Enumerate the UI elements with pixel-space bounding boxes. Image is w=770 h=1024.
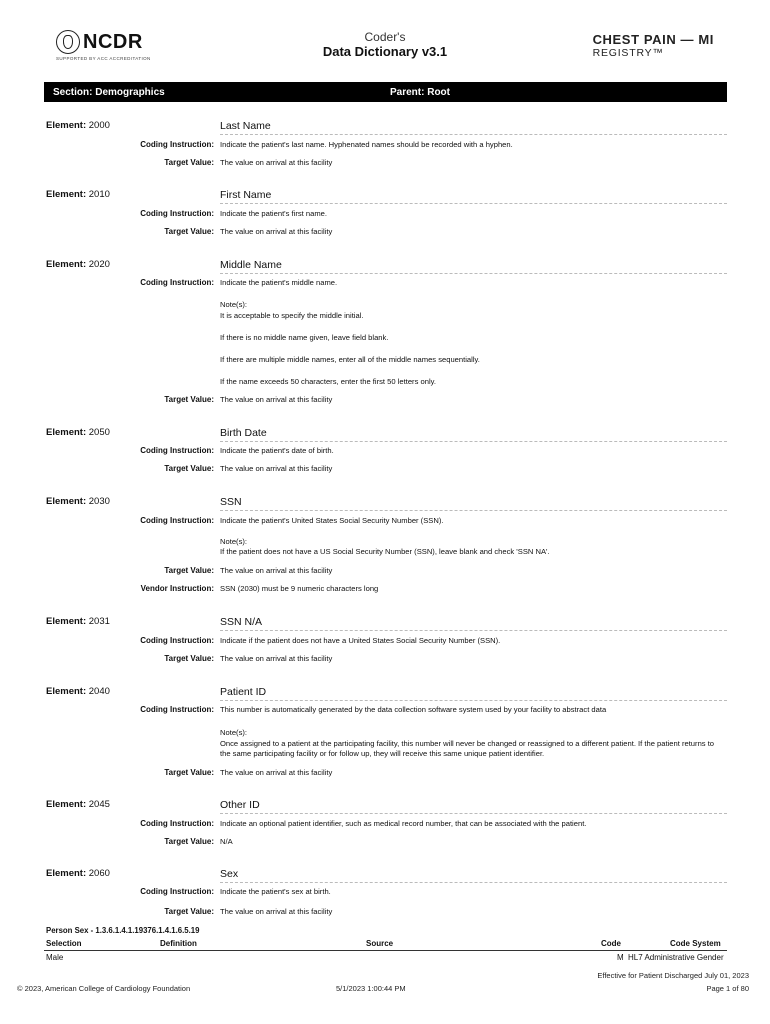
target-value: The value on arrival at this facility bbox=[220, 566, 333, 575]
element-name: Birth Date bbox=[220, 427, 727, 442]
registry-line1: CHEST PAIN — MI bbox=[592, 32, 714, 47]
element-name: SSN N/A bbox=[220, 616, 727, 631]
element-id: 2030 bbox=[88, 496, 110, 507]
element-label bbox=[46, 799, 110, 810]
coding-label: Coding Instruction: bbox=[140, 140, 214, 149]
target-label: Target Value: bbox=[164, 837, 214, 846]
table-header-code-system: Code System bbox=[670, 939, 721, 948]
footer-copyright: © 2023, American College of Cardiology Foundation bbox=[17, 984, 191, 993]
element-label bbox=[46, 686, 110, 697]
note-text: If there are multiple middle names, enter all of the middle names sequentially. bbox=[220, 355, 480, 364]
coding-label: Coding Instruction: bbox=[140, 278, 214, 287]
target-label: Target Value: bbox=[164, 768, 214, 777]
logo-text: NCDR bbox=[83, 31, 143, 53]
target-value: The value on arrival at this facility bbox=[220, 227, 333, 236]
footer-page-number: Page 1 of 80 bbox=[706, 984, 749, 993]
element-id: 2000 bbox=[88, 120, 110, 131]
element-name: Middle Name bbox=[220, 259, 727, 274]
element-name: First Name bbox=[220, 189, 727, 204]
note-heading: Note(s): bbox=[220, 537, 248, 546]
coding-value: This number is automatically generated by the data collection software system used by your facility to abstract data bbox=[220, 705, 607, 714]
registry-line2: REGISTRY™ bbox=[592, 47, 664, 59]
note-heading: Note(s): bbox=[220, 300, 248, 309]
target-label: Target Value: bbox=[164, 907, 214, 916]
table-header-rule bbox=[44, 950, 727, 951]
vendor-value: SSN (2030) must be 9 numeric characters long bbox=[220, 584, 379, 593]
element-id: 2040 bbox=[88, 686, 110, 697]
target-label: Target Value: bbox=[164, 566, 214, 575]
coding-label: Coding Instruction: bbox=[140, 705, 214, 714]
note-text: If the name exceeds 50 characters, enter the first 50 letters only. bbox=[220, 377, 436, 386]
element-prefix: Element: bbox=[46, 799, 87, 810]
registry-name bbox=[593, 32, 714, 59]
element-label bbox=[46, 616, 110, 627]
target-value: The value on arrival at this facility bbox=[220, 768, 333, 777]
target-label: Target Value: bbox=[164, 464, 214, 473]
element-name: Last Name bbox=[220, 120, 727, 135]
coding-label: Coding Instruction: bbox=[140, 887, 214, 896]
target-value: The value on arrival at this facility bbox=[220, 395, 333, 404]
note-text: If the patient does not have a US Social Security Number (SSN), leave blank and check 'SSN NA'. bbox=[220, 547, 550, 556]
section-label: Section: Demographics bbox=[53, 87, 165, 98]
element-prefix: Element: bbox=[46, 189, 87, 200]
doc-title-line2: Data Dictionary v3.1 bbox=[322, 44, 448, 59]
element-prefix: Element: bbox=[46, 616, 87, 627]
table-cell-code: M bbox=[617, 953, 624, 962]
target-value: The value on arrival at this facility bbox=[220, 158, 333, 167]
element-label bbox=[46, 189, 110, 200]
element-prefix: Element: bbox=[46, 686, 87, 697]
target-label: Target Value: bbox=[164, 158, 214, 167]
element-id: 2045 bbox=[88, 799, 110, 810]
coding-value: Indicate the patient's first name. bbox=[220, 209, 327, 218]
element-prefix: Element: bbox=[46, 868, 87, 879]
table-header-selection: Selection bbox=[46, 939, 82, 948]
coding-value: Indicate if the patient does not have a United States Social Security Number (SSN). bbox=[220, 636, 501, 645]
logo-tagline: SUPPORTED BY ACC ACCREDITATION bbox=[56, 56, 151, 61]
table-cell-code-system: HL7 Administrative Gender bbox=[628, 953, 724, 962]
coding-label: Coding Instruction: bbox=[140, 209, 214, 218]
note-text: Once assigned to a patient at the participating facility, this number will never be changed or reassigned to a different patient. If the patient returns to the same participating facility or for follow up, they will receive this same unique patient identifier. bbox=[220, 739, 715, 758]
table-cell-selection: Male bbox=[46, 953, 64, 962]
footer-timestamp: 5/1/2023 1:00:44 PM bbox=[336, 984, 406, 993]
element-name: Other ID bbox=[220, 799, 727, 814]
footer-effective: Effective for Patient Discharged July 01, 2023 bbox=[597, 971, 749, 980]
coding-label: Coding Instruction: bbox=[140, 636, 214, 645]
target-value: The value on arrival at this facility bbox=[220, 464, 333, 473]
element-id: 2060 bbox=[88, 868, 110, 879]
coding-label: Coding Instruction: bbox=[140, 446, 214, 455]
element-id: 2020 bbox=[88, 259, 110, 270]
note-text: It is acceptable to specify the middle initial. bbox=[220, 311, 364, 320]
element-label bbox=[46, 868, 110, 879]
target-label: Target Value: bbox=[164, 227, 214, 236]
element-name: Patient ID bbox=[220, 686, 727, 701]
element-id: 2031 bbox=[88, 616, 110, 627]
target-label: Target Value: bbox=[164, 654, 214, 663]
coding-label: Coding Instruction: bbox=[140, 516, 214, 525]
note-heading: Note(s): bbox=[220, 728, 248, 737]
vendor-label: Vendor Instruction: bbox=[140, 584, 214, 593]
element-prefix: Element: bbox=[46, 496, 87, 507]
target-value: N/A bbox=[220, 837, 233, 846]
page-header bbox=[0, 0, 770, 78]
coding-value: Indicate an optional patient identifier, such as medical record number, that can be associated with the patient. bbox=[220, 819, 587, 828]
element-label bbox=[46, 120, 110, 131]
element-name: SSN bbox=[220, 496, 727, 511]
element-name: Sex bbox=[220, 868, 727, 883]
target-value: The value on arrival at this facility bbox=[220, 907, 333, 916]
coding-value: Indicate the patient's United States Social Security Number (SSN). bbox=[220, 516, 444, 525]
element-prefix: Element: bbox=[46, 259, 87, 270]
coding-value: Indicate the patient's sex at birth. bbox=[220, 887, 331, 896]
coding-label: Coding Instruction: bbox=[140, 819, 214, 828]
element-prefix: Element: bbox=[46, 120, 87, 131]
element-label bbox=[46, 496, 110, 507]
element-id: 2050 bbox=[88, 427, 110, 438]
coding-value: Indicate the patient's last name. Hyphenated names should be recorded with a hyphen. bbox=[220, 140, 513, 149]
element-label bbox=[46, 259, 110, 270]
code-table-title: Person Sex - 1.3.6.1.4.1.19376.1.4.1.6.5.19 bbox=[46, 926, 200, 935]
target-value: The value on arrival at this facility bbox=[220, 654, 333, 663]
doc-title-line1: Coder's bbox=[364, 30, 406, 44]
table-header-source: Source bbox=[366, 939, 394, 948]
element-label bbox=[46, 427, 110, 438]
element-id: 2010 bbox=[88, 189, 110, 200]
parent-label: Parent: Root bbox=[390, 87, 450, 98]
target-label: Target Value: bbox=[164, 395, 214, 404]
coding-value: Indicate the patient's middle name. bbox=[220, 278, 338, 287]
table-header-definition: Definition bbox=[160, 939, 197, 948]
element-prefix: Element: bbox=[46, 427, 87, 438]
section-bar bbox=[44, 82, 727, 102]
table-header-code: Code bbox=[601, 939, 621, 948]
note-text: If there is no middle name given, leave field blank. bbox=[220, 333, 389, 342]
coding-value: Indicate the patient's date of birth. bbox=[220, 446, 334, 455]
